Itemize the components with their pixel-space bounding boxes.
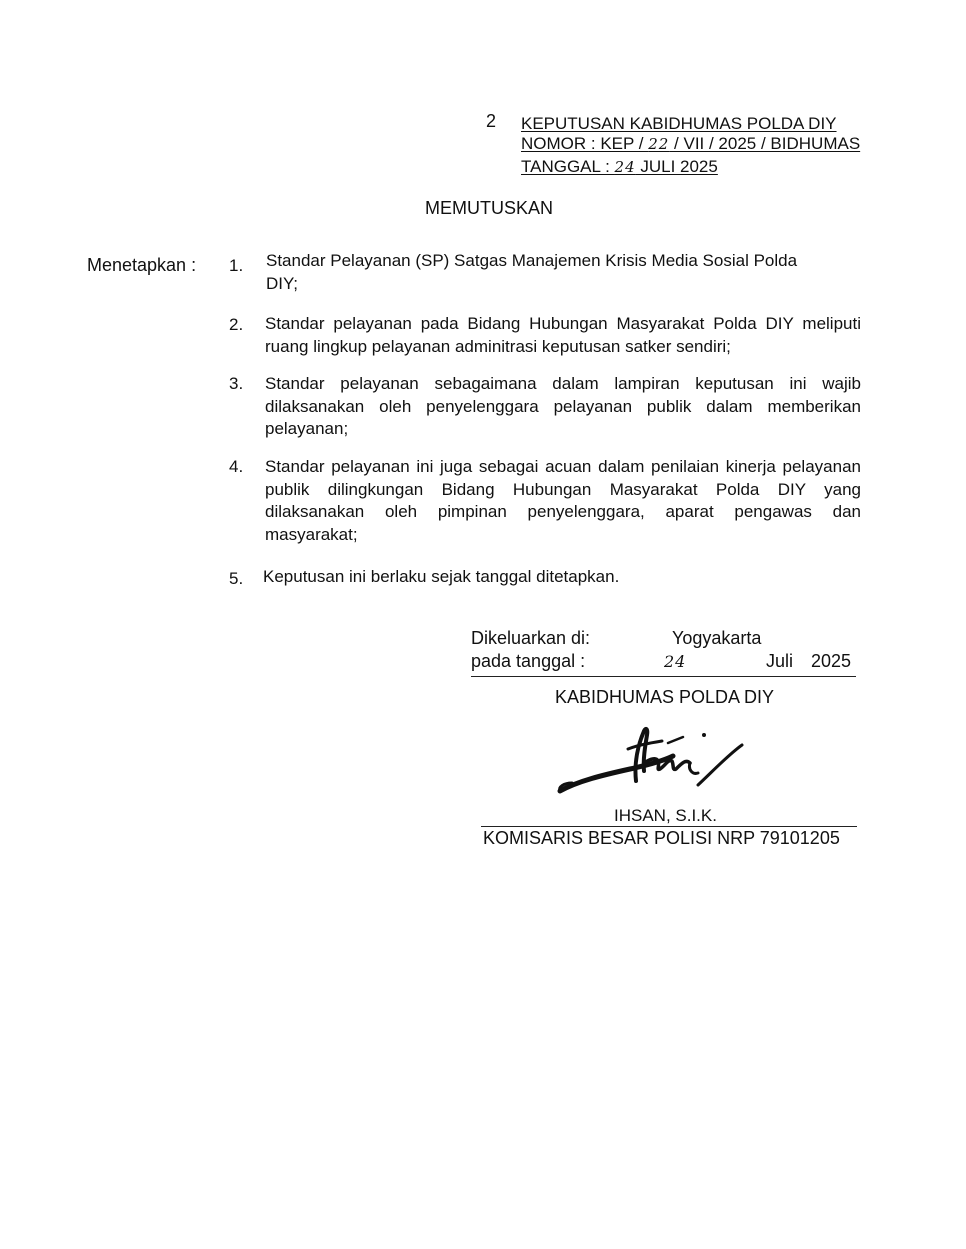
issued-day-handwritten: 24	[664, 652, 687, 671]
item-number: 5.	[229, 569, 244, 588]
issued-place: Yogyakarta	[672, 628, 762, 648]
page-number: 2	[486, 111, 497, 131]
decree-date-handwritten: 24	[614, 158, 636, 176]
signatory-office: KABIDHUMAS POLDA DIY	[555, 687, 775, 707]
section-title: MEMUTUSKAN	[425, 198, 554, 218]
item-number: 4.	[229, 457, 244, 476]
list-item: Standar Pelayanan (SP) Satgas Manajemen Krisis Media Sosial Polda DIY;	[266, 251, 798, 293]
item-number: 3.	[229, 374, 244, 393]
signatory-rank: KOMISARIS BESAR POLISI NRP 79101205	[483, 828, 840, 848]
decree-number-handwritten: 22	[648, 135, 670, 153]
list-item: Keputusan ini berlaku sejak tanggal ditetapkan.	[263, 567, 620, 586]
menetapkan-label: Menetapkan :	[87, 255, 197, 275]
issued-date-label: pada tanggal :	[471, 651, 586, 671]
decree-number-prefix: NOMOR : KEP /	[521, 134, 649, 153]
decree-title: KEPUTUSAN KABIDHUMAS POLDA DIY	[521, 114, 837, 133]
decree-date-prefix: TANGGAL :	[521, 157, 615, 176]
signatory-name: IHSAN, S.I.K.	[614, 806, 717, 825]
issued-year: 2025	[811, 651, 852, 671]
list-item: Standar pelayanan pada Bidang Hubungan Masyarakat Polda DIY meliputi ruang lingkup pelayanan adminitrasi keputusan satker sendiri;	[265, 314, 861, 356]
issued-place-label: Dikeluarkan di:	[471, 628, 591, 648]
decree-date-suffix: JULI 2025	[635, 157, 718, 176]
date-divider	[471, 676, 856, 677]
decree-number-suffix: / VII / 2025 / BIDHUMAS	[669, 134, 861, 153]
decree-number	[521, 133, 860, 155]
item-number: 2.	[229, 315, 244, 334]
item-number: 1.	[229, 256, 244, 275]
list-item: Standar pelayanan sebagaimana dalam lampiran keputusan ini wajib dilaksanakan oleh penyelenggara pelayanan publik dalam memberikan pelayanan;	[265, 374, 861, 438]
list-item: Standar pelayanan ini juga sebagai acuan dalam penilaian kinerja pelayanan publik dilingkungan Bidang Hubungan Masyarakat Polda DIY yang dilaksanakan oleh pimpinan penyelenggara, aparat pengawas dan masyarakat;	[265, 457, 861, 544]
signature	[548, 723, 763, 803]
issued-month: Juli	[766, 651, 794, 671]
decree-date	[521, 156, 718, 178]
